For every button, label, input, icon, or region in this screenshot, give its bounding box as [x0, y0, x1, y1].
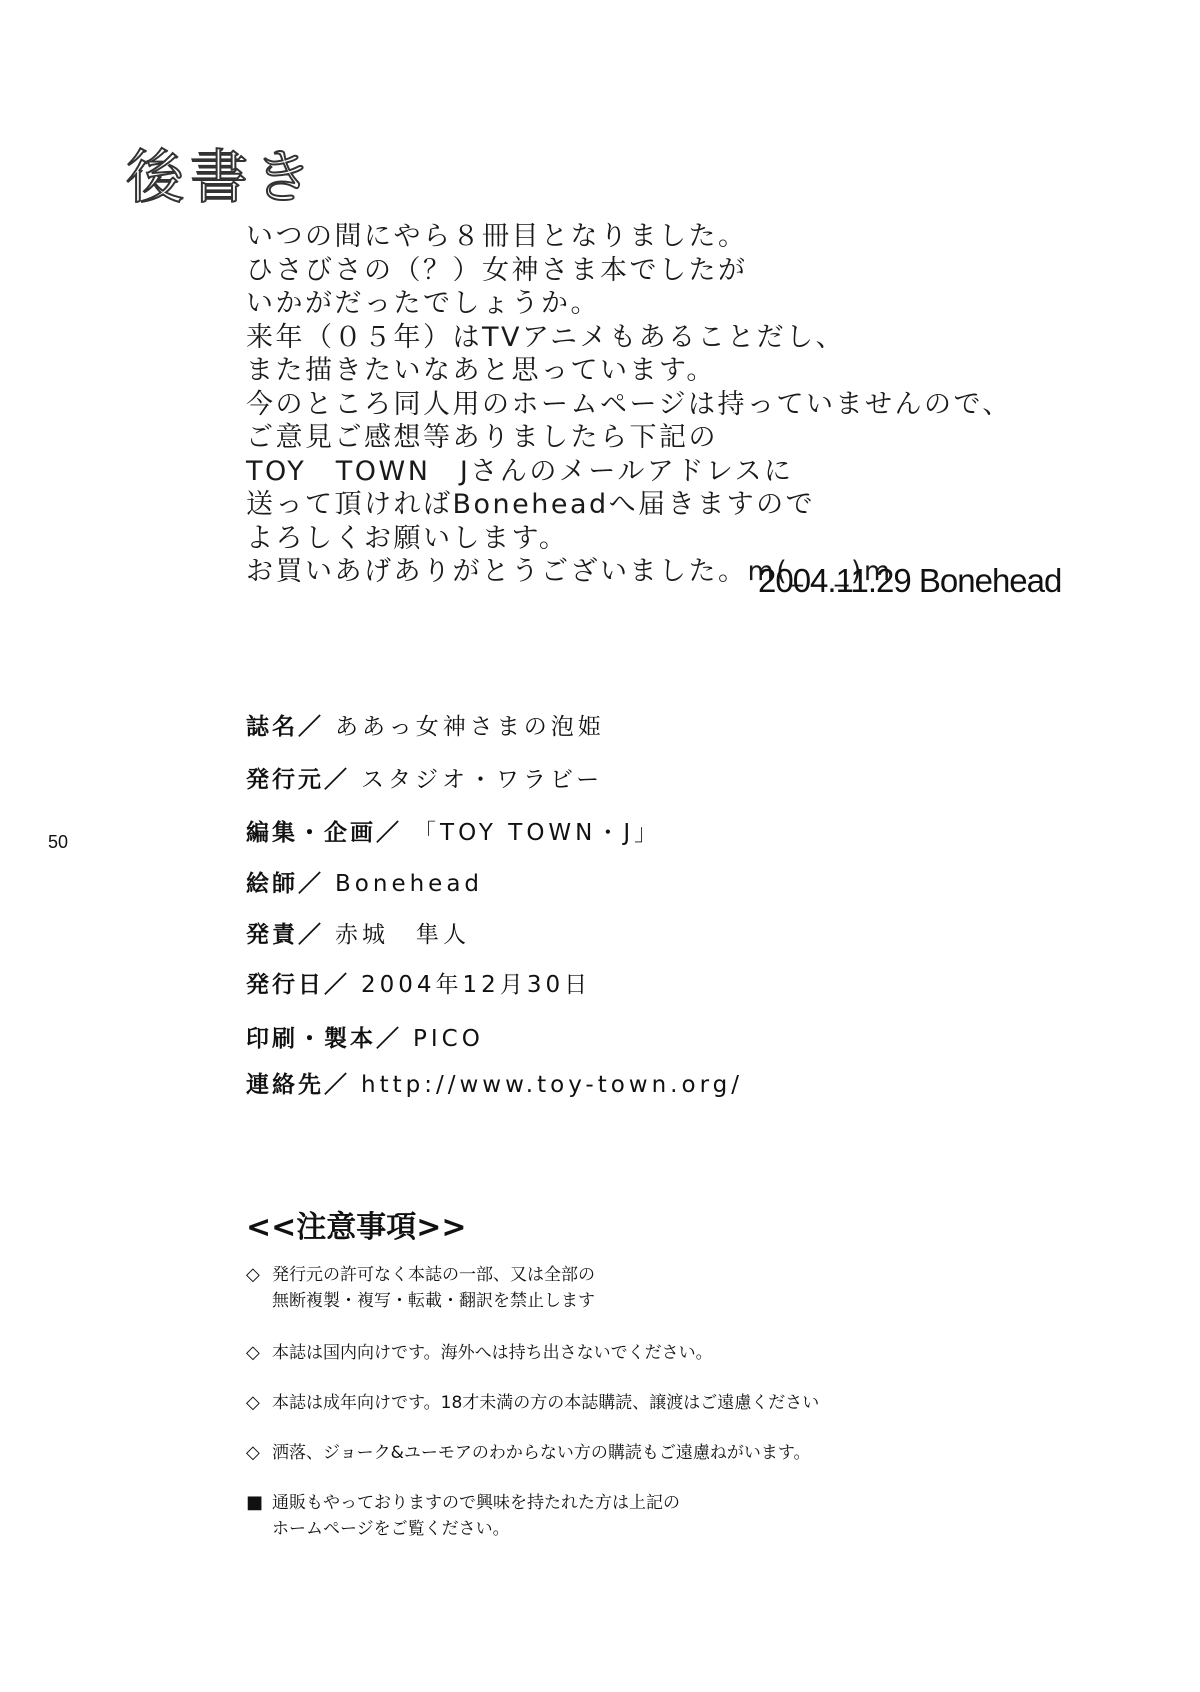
notice-heading: <<注意事項>> — [246, 1210, 467, 1245]
colophon-label: 連絡先／ — [246, 1072, 350, 1098]
afterword-line: よろしくお願いします。 — [246, 522, 569, 554]
colophon-value: PICO — [413, 1026, 484, 1052]
colophon-value: 赤城 隼人 — [335, 922, 471, 948]
colophon-row-contact — [246, 1066, 743, 1099]
colophon-label: 編集・企画／ — [246, 820, 402, 846]
notice-item — [246, 1390, 819, 1416]
notice-text: 本誌は成年向けです。18才未満の方の本誌購読、譲渡はご遠慮ください — [272, 1393, 820, 1413]
notice-item — [246, 1440, 811, 1466]
page-number: 50 — [48, 832, 69, 852]
square-bullet-icon: ■ — [246, 1492, 264, 1513]
colophon-row-publisher — [246, 761, 603, 794]
colophon-value: ああっ女神さまの泡姫 — [335, 714, 605, 740]
afterword-line: お買いあげありがとうございました。m(_ _)m — [246, 556, 893, 587]
colophon-value: http://www.toy-town.org/ — [361, 1072, 743, 1098]
colophon-label: 誌名／ — [246, 714, 324, 740]
notice-item — [246, 1262, 595, 1314]
afterword-line: 今のところ同人用のホームページは持っていませんので、 — [246, 388, 1012, 420]
colophon-value: 2004年12月30日 — [361, 972, 592, 998]
notice-item — [246, 1490, 680, 1542]
afterword-line: また描きたいなあと思っています。 — [246, 355, 716, 386]
notice-text: ホームページをご覧ください。 — [272, 1519, 510, 1539]
notice-text: 通販もやっておりますので興味を持たれた方は上記の — [272, 1493, 680, 1513]
colophon-label: 印刷・製本／ — [246, 1026, 402, 1052]
colophon-value: スタジオ・ワラビー — [361, 767, 604, 793]
afterword-signature: 2004.11.29 Bonehead — [758, 562, 1062, 599]
colophon-label: 発行日／ — [246, 972, 350, 998]
notice-text: 洒落、ジョーク&ユーモアのわからない方の購読もご遠慮ねがいます。 — [272, 1443, 811, 1463]
diamond-bullet-icon: ◇ — [246, 1442, 260, 1463]
notice-text: 無断複製・複写・転載・翻訳を禁止します — [272, 1291, 595, 1311]
afterword-line: ひさびさの（？）女神さま本でしたが — [246, 254, 748, 286]
colophon-row-title — [246, 708, 605, 741]
colophon-label: 絵師／ — [246, 871, 324, 897]
colophon-row-printing — [246, 1020, 484, 1053]
diamond-bullet-icon: ◇ — [246, 1342, 260, 1363]
colophon-label: 発責／ — [246, 922, 324, 948]
afterword-line: 来年（０５年）はTVアニメもあることだし、 — [246, 321, 846, 353]
notice-text: 発行元の許可なく本誌の一部、又は全部の — [272, 1265, 595, 1285]
diamond-bullet-icon: ◇ — [246, 1392, 260, 1413]
afterword-line: いかがだったでしょうか。 — [246, 288, 600, 319]
colophon-row-artist — [246, 865, 483, 898]
colophon-row-responsible — [246, 916, 470, 949]
notice-text: 本誌は国内向けです。海外へは持ち出さないでください。 — [272, 1343, 713, 1363]
afterword-line: 送って頂ければBoneheadへ届きますので — [246, 489, 816, 520]
diamond-bullet-icon: ◇ — [246, 1264, 260, 1285]
colophon-row-editing — [246, 814, 661, 847]
colophon-value: 「TOY TOWN・J」 — [413, 820, 662, 846]
colophon-value: Bonehead — [335, 871, 484, 897]
afterword-heading: 後書き — [126, 143, 319, 211]
afterword-line: TOY TOWN Jさんのメールアドレスに — [246, 455, 794, 487]
colophon-label: 発行元／ — [246, 767, 350, 793]
colophon-row-date — [246, 966, 591, 999]
afterword-line: ご意見ご感想等ありましたら下記の — [246, 422, 718, 453]
afterword-line: いつの間にやら８冊目となりました。 — [246, 221, 748, 252]
notice-item — [246, 1340, 713, 1366]
afterword-body — [246, 220, 1012, 589]
